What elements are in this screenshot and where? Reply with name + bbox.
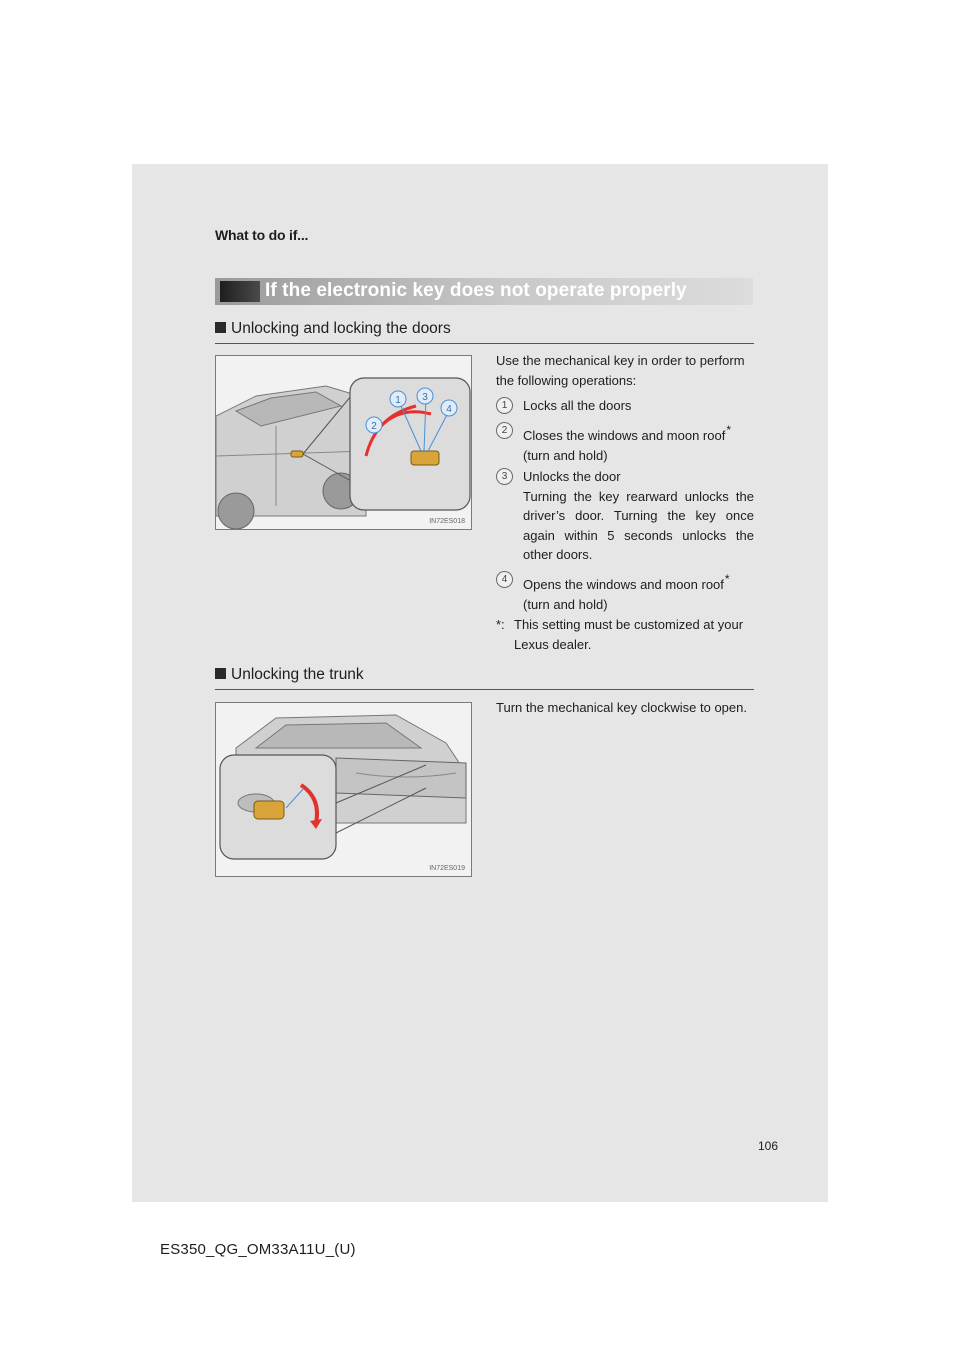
doors-intro: Use the mechanical key in order to perform the following operations:	[496, 353, 745, 388]
step-number-badge: 1	[496, 397, 513, 414]
title-bar	[215, 278, 753, 305]
step-label: Unlocks the door	[523, 469, 621, 484]
doors-heading-text: Unlocking and locking the doors	[231, 320, 451, 337]
step-sub: Turning the key rearward unlocks the driver’s door. Turning the key once again within 5 seconds unlocks the other doors.	[523, 488, 754, 562]
step-label: Locks all the doors	[523, 398, 632, 413]
trunk-illustration	[216, 703, 471, 876]
doors-heading	[215, 320, 754, 344]
step-1	[496, 396, 754, 416]
trunk-figure	[215, 702, 472, 877]
step-sub: (turn and hold)	[523, 596, 608, 612]
figure-code: IN72ES018	[429, 518, 465, 525]
document-code: ES350_QG_OM33A11U_(U)	[160, 1241, 356, 1258]
footnote-star: *	[726, 423, 732, 437]
svg-text:4: 4	[446, 404, 452, 415]
square-bullet-icon	[215, 668, 226, 679]
page-title: If the electronic key does not operate properly	[265, 280, 687, 301]
svg-text:1: 1	[395, 395, 401, 406]
footnote	[496, 615, 754, 655]
footnote-mark: *:	[496, 617, 505, 632]
svg-text:3: 3	[422, 392, 428, 403]
step-2	[496, 421, 754, 465]
trunk-text: Turn the mechanical key clockwise to open.	[496, 700, 747, 715]
square-bullet-icon	[215, 322, 226, 333]
section-header: What to do if...	[215, 227, 309, 243]
step-sub: (turn and hold)	[523, 447, 608, 463]
step-label: Opens the windows and moon roof	[523, 577, 724, 592]
car-door-illustration	[216, 356, 471, 529]
step-4	[496, 570, 754, 614]
svg-text:2: 2	[371, 421, 377, 432]
step-number-badge: 3	[496, 468, 513, 485]
trunk-heading	[215, 666, 754, 690]
step-3	[496, 467, 754, 565]
step-label: Closes the windows and moon roof	[523, 428, 726, 443]
step-number-badge: 4	[496, 571, 513, 588]
figure-code: IN72ES019	[429, 865, 465, 872]
footnote-star: *	[724, 572, 730, 586]
doors-figure	[215, 355, 472, 530]
title-swatch	[220, 281, 260, 302]
footnote-text: This setting must be customized at your Lexus dealer.	[514, 617, 744, 652]
page-number: 106	[758, 1139, 779, 1153]
trunk-heading-text: Unlocking the trunk	[231, 666, 364, 683]
step-number-badge: 2	[496, 422, 513, 439]
